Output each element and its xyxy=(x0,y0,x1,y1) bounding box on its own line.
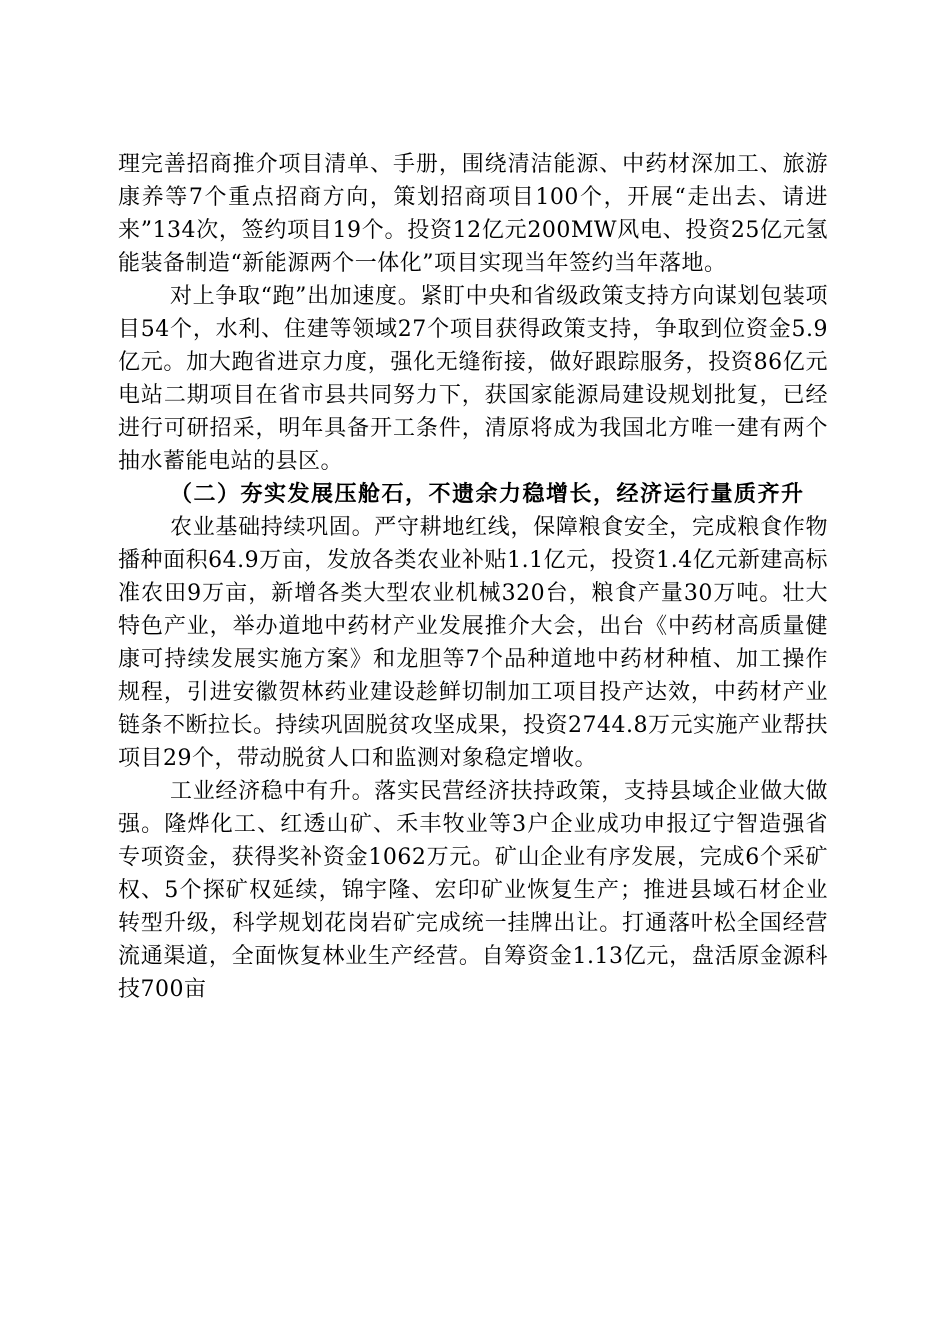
paragraph-industry: 工业经济稳中有升。落实民营经济扶持政策，支持县域企业做大做强。隆烨化工、红透山矿、禾丰牧业等3户企业成功申报辽宁智造强省专项资金，获得奖补资金1062万元。矿山企业有序发展，完成6个采矿权、5个探矿权延续，锦宇隆、宏印矿业恢复生产；推进县域石材企业转型升级，科学规划花岗岩矿完成统一挂牌出让。打通落叶松全国经营流通渠道，全面恢复林业生产经营。自筹资金1.13亿元，盘活原金源科技700亩 xyxy=(118,779,828,1002)
paragraph-agriculture: 农业基础持续巩固。严守耕地红线，保障粮食安全，完成粮食作物播种面积64.9万亩，发放各类农业补贴1.1亿元，投资1.4亿元新建高标准农田9万亩，新增各类大型农业机械320台，粮食产量30万吨。壮大特色产业，举办道地中药材产业发展推介大会，出台《中药材高质量健康可持续发展实施方案》和龙胆等7个品种道地中药材种植、加工操作规程，引进安徽贺林药业建设趁鲜切制加工项目投产达效，中药材产业链条不断拉长。持续巩固脱贫攻坚成果，投资2744.8万元实施产业帮扶项目29个，带动脱贫人口和监测对象稳定增收。 xyxy=(118,515,828,771)
document-body xyxy=(118,148,828,1006)
paragraph-policy-funding: 对上争取“跑”出加速度。紧盯中央和省级政策支持方向谋划包装项目54个，水利、住建等领域27个项目获得政策支持，争取到位资金5.9亿元。加大跑省进京力度，强化无缝衔接，做好跟踪服务，投资86亿元电站二期项目在省市县共同努力下，获国家能源局建设规划批复，已经进行可研招采，明年具备开工条件，清原将成为我国北方唯一建有两个抽水蓄能电站的县区。 xyxy=(118,284,828,474)
section-heading: （二）夯实发展压舱石，不遗余力稳增长，经济运行量质齐升 xyxy=(170,482,805,507)
paragraph-continuation: 理完善招商推介项目清单、手册，围绕清洁能源、中药材深加工、旅游康养等7个重点招商方向，策划招商项目100个，开展“走出去、请进来”134次，签约项目19个。投资12亿元200MW风电、投资25亿元氢能装备制造“新能源两个一体化”项目实现当年签约当年落地。 xyxy=(118,152,828,276)
